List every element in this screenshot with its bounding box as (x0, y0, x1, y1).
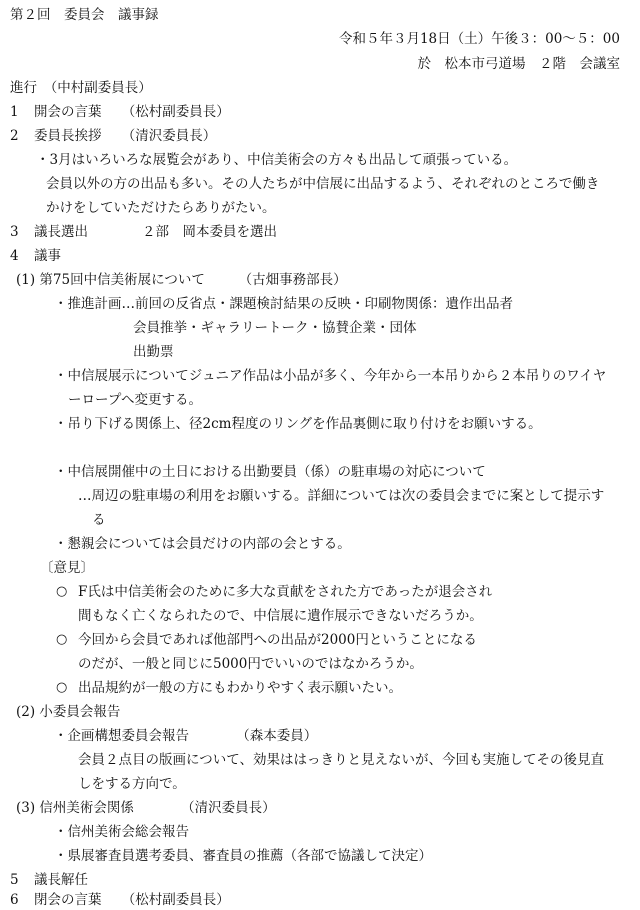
opinion-line: 出品規約が一般の方にもわかりやすく表示願いたい。 (78, 680, 402, 696)
circle-bullet-icon: ○ (56, 584, 68, 599)
chairperson-line: 進行 （中村副委員長） (10, 80, 152, 96)
item-number: 2 (10, 128, 19, 144)
report-line: 会員２点目の版画について、効果ははっきりと見えないが、今回も実施してその後見直 (78, 752, 604, 768)
item-number: 1 (10, 104, 19, 120)
agenda-line: ・中信展展示についてジュニア作品は小品が多く、今年から一本吊りから２本吊りのワイヤ (54, 368, 607, 384)
subsection-heading: (2) 小委員会報告 (16, 704, 121, 720)
report-line: しをする方向で。 (78, 776, 186, 792)
opinion-line: F氏は中信美術会のために多大な貢献をされた方であったが退会され (78, 584, 493, 600)
report-line: ・企画構想委員会報告 （森本委員） (54, 728, 318, 744)
item-number: 3 (10, 224, 19, 240)
subsection-heading: (3) 信州美術会関係 （清沢委員長） (16, 800, 276, 816)
chair-dismissal-item: 議長解任 (34, 872, 88, 888)
agenda-line: ーロープへ変更する。 (68, 392, 203, 408)
opinion-line: 間もなく亡くなられたので、中信展に遺作展示できないだろうか。 (78, 608, 483, 624)
agenda-line: …周辺の駐車場の利用をお願いする。詳細については次の委員会までに案として提示す (78, 488, 605, 504)
agenda-line: 出勤票 (133, 344, 174, 360)
agenda-line: 会員推挙・ギャラリートーク・協賛企業・団体 (133, 320, 417, 336)
agenda-line: ・懇親会については会員だけの内部の会とする。 (54, 536, 351, 552)
agenda-line: ・吊り下げる関係上、径2cm程度のリングを作品裏側に取り付けをお願いする。 (54, 416, 542, 432)
report-line: ・県展審査員選考委員、審査員の推薦（各部で協議して決定） (54, 848, 432, 864)
circle-bullet-icon: ○ (56, 632, 68, 647)
chair-greeting-item: 委員長挨拶 （清沢委員長） (34, 128, 217, 144)
agenda-line: ・推進計画…前回の反省点・課題検討結果の反映・印刷物関係：遺作出品者 (54, 296, 513, 312)
item-number: 6 (10, 892, 19, 908)
closing-remarks-item: 閉会の言葉 （松村副委員長） (34, 892, 230, 908)
circle-bullet-icon: ○ (56, 680, 68, 695)
opinion-line: のだが、一般と同じに5000円でいいのではなかろうか。 (78, 656, 423, 672)
agenda-item: 議事 (34, 248, 61, 264)
opinions-heading: 〔意見〕 (40, 560, 94, 576)
greeting-line: かけをしていただけたらありがたい。 (46, 200, 276, 216)
report-line: ・信州美術会総会報告 (54, 824, 189, 840)
meeting-venue: 於 松本市弓道場 ２階 会議室 (417, 56, 620, 72)
subsection-heading: (1) 第75回中信美術展について （古畑事務部長） (16, 272, 347, 288)
greeting-line: ・3月はいろいろな展覧会があり、中信美術会の方々も出品して頑張っている。 (36, 152, 518, 168)
agenda-line: る (92, 512, 106, 528)
agenda-line: ・中信展開催中の土日における出勤要員（係）の駐車場の対応について (54, 464, 486, 480)
item-number: 4 (10, 248, 19, 264)
chair-election-item: 議長選出 ２部 岡本委員を選出 (34, 224, 277, 240)
item-number: 5 (10, 872, 19, 888)
opinion-line: 今回から会員であれば他部門への出品が2000円ということになる (78, 632, 477, 648)
meeting-datetime: 令和５年３月18日（土）午後３：00〜５：00 (338, 31, 620, 47)
greeting-line: 会員以外の方の出品も多い。その人たちが中信展に出品するよう、それぞれのところで働き (46, 176, 600, 192)
opening-remarks-item: 開会の言葉 （松村副委員長） (34, 104, 230, 120)
document-title: 第２回 委員会 議事録 (10, 7, 159, 23)
